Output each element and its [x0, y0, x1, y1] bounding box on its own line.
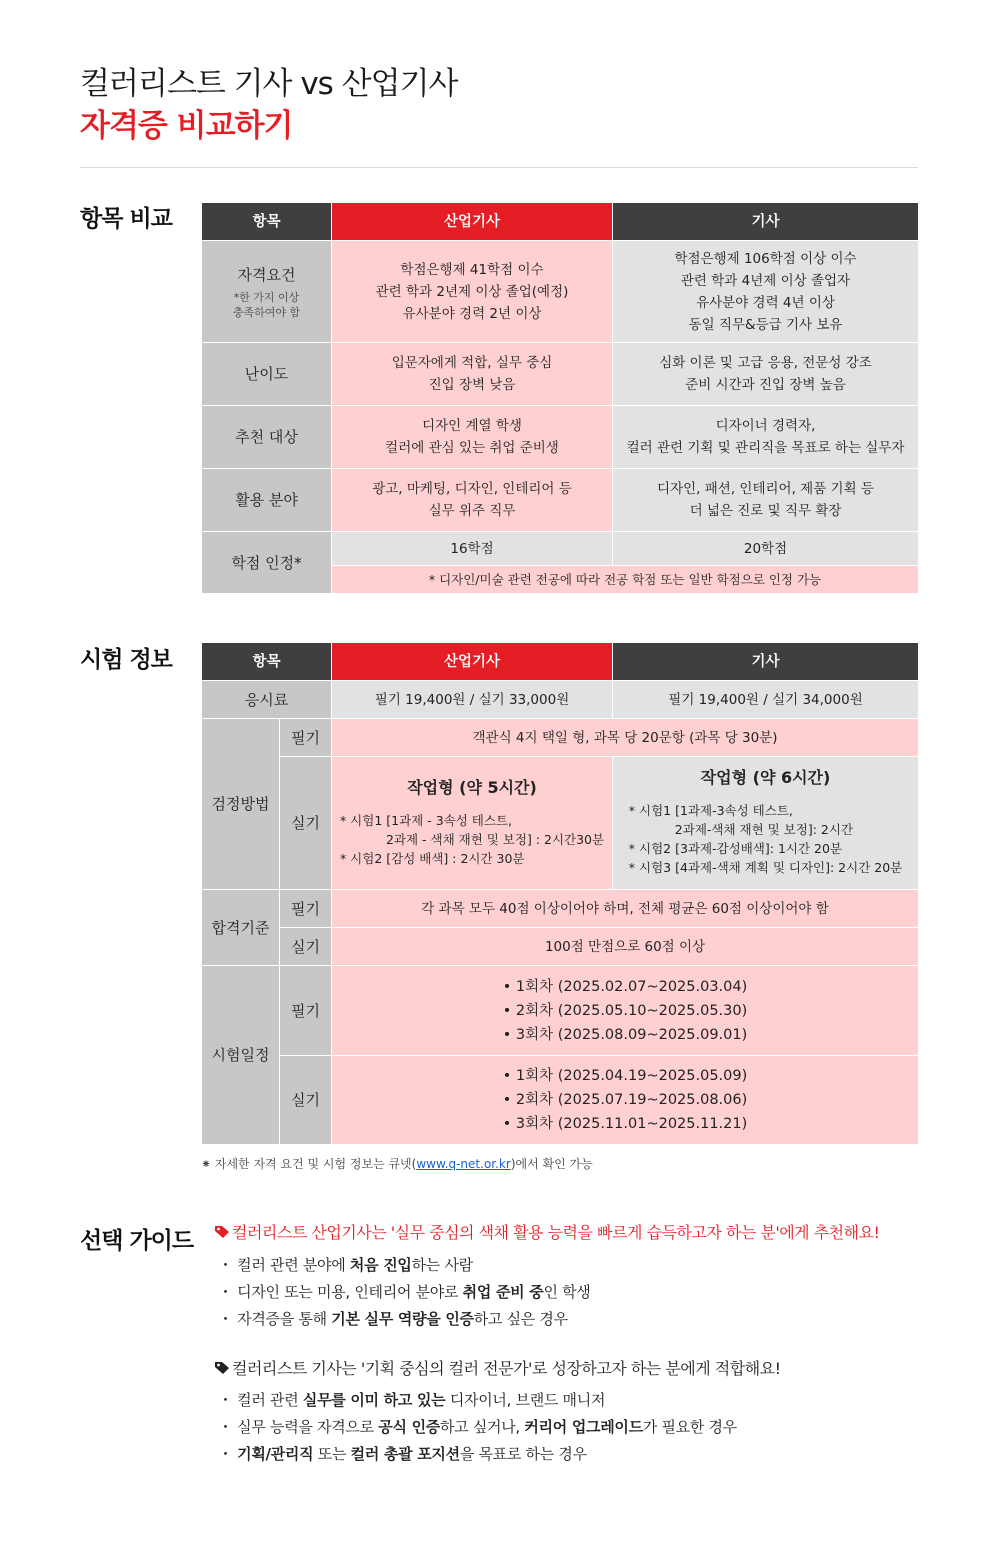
- target-industrial: 디자인 계열 학생 컬러에 관심 있는 취업 준비생: [332, 406, 613, 469]
- schedule-practical: • 1회차 (2025.04.19~2025.05.09) • 2회차 (2025.07.19~2025.08.06) • 3회차 (2025.11.01~2025.11.21): [332, 1056, 919, 1145]
- guide-industrial-bullet-2: ・ 디자인 또는 미용, 인테리어 분야로 취업 준비 중인 학생: [218, 1283, 591, 1301]
- table-row: [202, 532, 919, 566]
- qualification-industrial: 학점은행제 41학점 이수 관련 학과 2년제 이상 졸업(예정) 유사분야 경력 2년 이상: [332, 241, 613, 343]
- qualification-note-2: 충족하여야 함: [232, 305, 301, 319]
- table-row: [202, 1056, 919, 1145]
- method-practical-industrial: 작업형 (약 5시간) * 시험1 [1과제 - 3속성 테스트, 2과제 - 색채 재현 및 보정] : 2시간30분 * 시험2 [감성 배색] : 2시간 30분: [332, 757, 613, 890]
- fee-engineer: 필기 19,400원 / 실기 34,000원: [613, 681, 919, 719]
- fee-industrial: 필기 19,400원 / 실기 33,000원: [332, 681, 613, 719]
- table-row: [202, 928, 919, 966]
- field-engineer: 디자인, 패션, 인테리어, 제품 기획 등 더 넓은 진로 및 직무 확장: [613, 469, 919, 532]
- method-practical-label: 실기: [280, 757, 332, 890]
- page-subtitle: 자격증 비교하기: [80, 108, 293, 144]
- row-label-qualification: 자격요건 *한 가지 이상 충족하여야 함: [202, 241, 332, 343]
- exam-footnote: ⁕ 자세한 자격 요건 및 시험 정보는 큐넷(www.q-net.or.kr)에서 확인 가능: [201, 1157, 593, 1171]
- divider: [80, 167, 918, 168]
- row-label-fee: 응시료: [202, 681, 332, 719]
- target-engineer: 디자이너 경력자, 컬러 관련 기획 및 관리직을 목표로 하는 실무자: [613, 406, 919, 469]
- col-item-header: 항목: [202, 203, 332, 241]
- guide-industrial-bullet-1: ・ 컬러 관련 분야에 처음 진입하는 사람: [218, 1256, 473, 1274]
- section-guide-label: 선택 가이드: [80, 1228, 194, 1254]
- tag-icon: [214, 1225, 230, 1239]
- method-practical-engineer: 작업형 (약 6시간) * 시험1 [1과제-3속성 테스트, 2과제-색채 재현 및 보정]: 2시간 * 시험2 [3과제-감성배색]: 1시간 20분 * 시험3 [4과제-색채 계획 및 디자인]: 2시간 20분: [613, 757, 919, 890]
- compare-table: [201, 202, 919, 594]
- table-row: [202, 241, 919, 343]
- method-written-label: 필기: [280, 719, 332, 757]
- table-row: [202, 406, 919, 469]
- pass-practical: 100점 만점으로 60점 이상: [332, 928, 919, 966]
- row-label-field: 활용 분야: [202, 469, 332, 532]
- guide-engineer-bullet-2: ・ 실무 능력을 자격으로 공식 인증하고 싶거나, 커리어 업그레이드가 필요한 경우: [218, 1418, 737, 1436]
- practical-engineer-title: 작업형 (약 6시간): [700, 768, 831, 787]
- row-label-credit: 학점 인정*: [202, 532, 332, 594]
- guide-engineer-heading: 컬러리스트 기사는 '기획 중심의 컬러 전문가'로 성장하고자 하는 분에게 적합해요!: [214, 1356, 781, 1379]
- schedule-written: • 1회차 (2025.02.07~2025.03.04) • 2회차 (2025.05.10~2025.05.30) • 3회차 (2025.08.09~2025.09.01): [332, 966, 919, 1056]
- row-label-difficulty: 난이도: [202, 343, 332, 406]
- table-row: [202, 966, 919, 1056]
- exam-col-item-header: 항목: [202, 643, 332, 681]
- guide-industrial-bullet-3: ・ 자격증을 통해 기본 실무 역량을 인증하고 싶은 경우: [218, 1310, 568, 1328]
- table-row: [202, 890, 919, 928]
- row-label-target: 추천 대상: [202, 406, 332, 469]
- row-label-method: 검정방법: [202, 719, 280, 890]
- table-row: [202, 469, 919, 532]
- exam-col-engineer-header: 기사: [613, 643, 919, 681]
- table-row: [202, 681, 919, 719]
- guide-engineer-bullet-1: ・ 컬러 관련 실무를 이미 하고 있는 디자이너, 브랜드 매니저: [218, 1391, 606, 1409]
- page-title: 컬러리스트 기사 vs 산업기사: [80, 66, 458, 102]
- schedule-practical-label: 실기: [280, 1056, 332, 1145]
- difficulty-engineer: 심화 이론 및 고급 응용, 전문성 강조 준비 시간과 진입 장벽 높음: [613, 343, 919, 406]
- schedule-written-label: 필기: [280, 966, 332, 1056]
- pass-written: 각 과목 모두 40점 이상이어야 하며, 전체 평균은 60점 이상이어야 함: [332, 890, 919, 928]
- credit-note: * 디자인/미술 관련 전공에 따라 전공 학점 또는 일반 학점으로 인정 가능: [332, 566, 919, 594]
- tag-icon: [214, 1361, 230, 1375]
- method-written: 객관식 4지 택일 형, 과목 당 20문항 (과목 당 30분): [332, 719, 919, 757]
- col-engineer-header: 기사: [613, 203, 919, 241]
- qualification-note-1: *한 가지 이상: [233, 290, 300, 304]
- qnet-link[interactable]: www.q-net.or.kr: [416, 1157, 511, 1171]
- field-industrial: 광고, 마케팅, 디자인, 인테리어 등 실무 위주 직무: [332, 469, 613, 532]
- table-row: [202, 719, 919, 757]
- col-industrial-header: 산업기사: [332, 203, 613, 241]
- section-exam-label: 시험 정보: [80, 647, 172, 673]
- table-row: [202, 757, 919, 890]
- pass-practical-label: 실기: [280, 928, 332, 966]
- exam-col-industrial-header: 산업기사: [332, 643, 613, 681]
- table-row: [202, 343, 919, 406]
- difficulty-industrial: 입문자에게 적합, 실무 중심 진입 장벽 낮음: [332, 343, 613, 406]
- guide-industrial-heading: 컬러리스트 산업기사는 '실무 중심의 색채 활용 능력을 빠르게 습득하고자 하는 분'에게 추천해요!: [214, 1220, 879, 1243]
- credit-engineer: 20학점: [613, 532, 919, 566]
- guide-engineer-bullet-3: ・ 기획/관리직 또는 컬러 총괄 포지션을 목표로 하는 경우: [218, 1445, 587, 1463]
- pass-written-label: 필기: [280, 890, 332, 928]
- section-compare-label: 항목 비교: [80, 206, 172, 232]
- row-label-pass: 합격기준: [202, 890, 280, 966]
- practical-industrial-title: 작업형 (약 5시간): [407, 777, 537, 797]
- exam-table: [201, 642, 919, 1145]
- credit-industrial: 16학점: [332, 532, 613, 566]
- row-label-schedule: 시험일정: [202, 966, 280, 1145]
- qualification-engineer: 학점은행제 106학점 이상 이수 관련 학과 4년제 이상 졸업자 유사분야 경력 4년 이상 동일 직무&등급 기사 보유: [613, 241, 919, 343]
